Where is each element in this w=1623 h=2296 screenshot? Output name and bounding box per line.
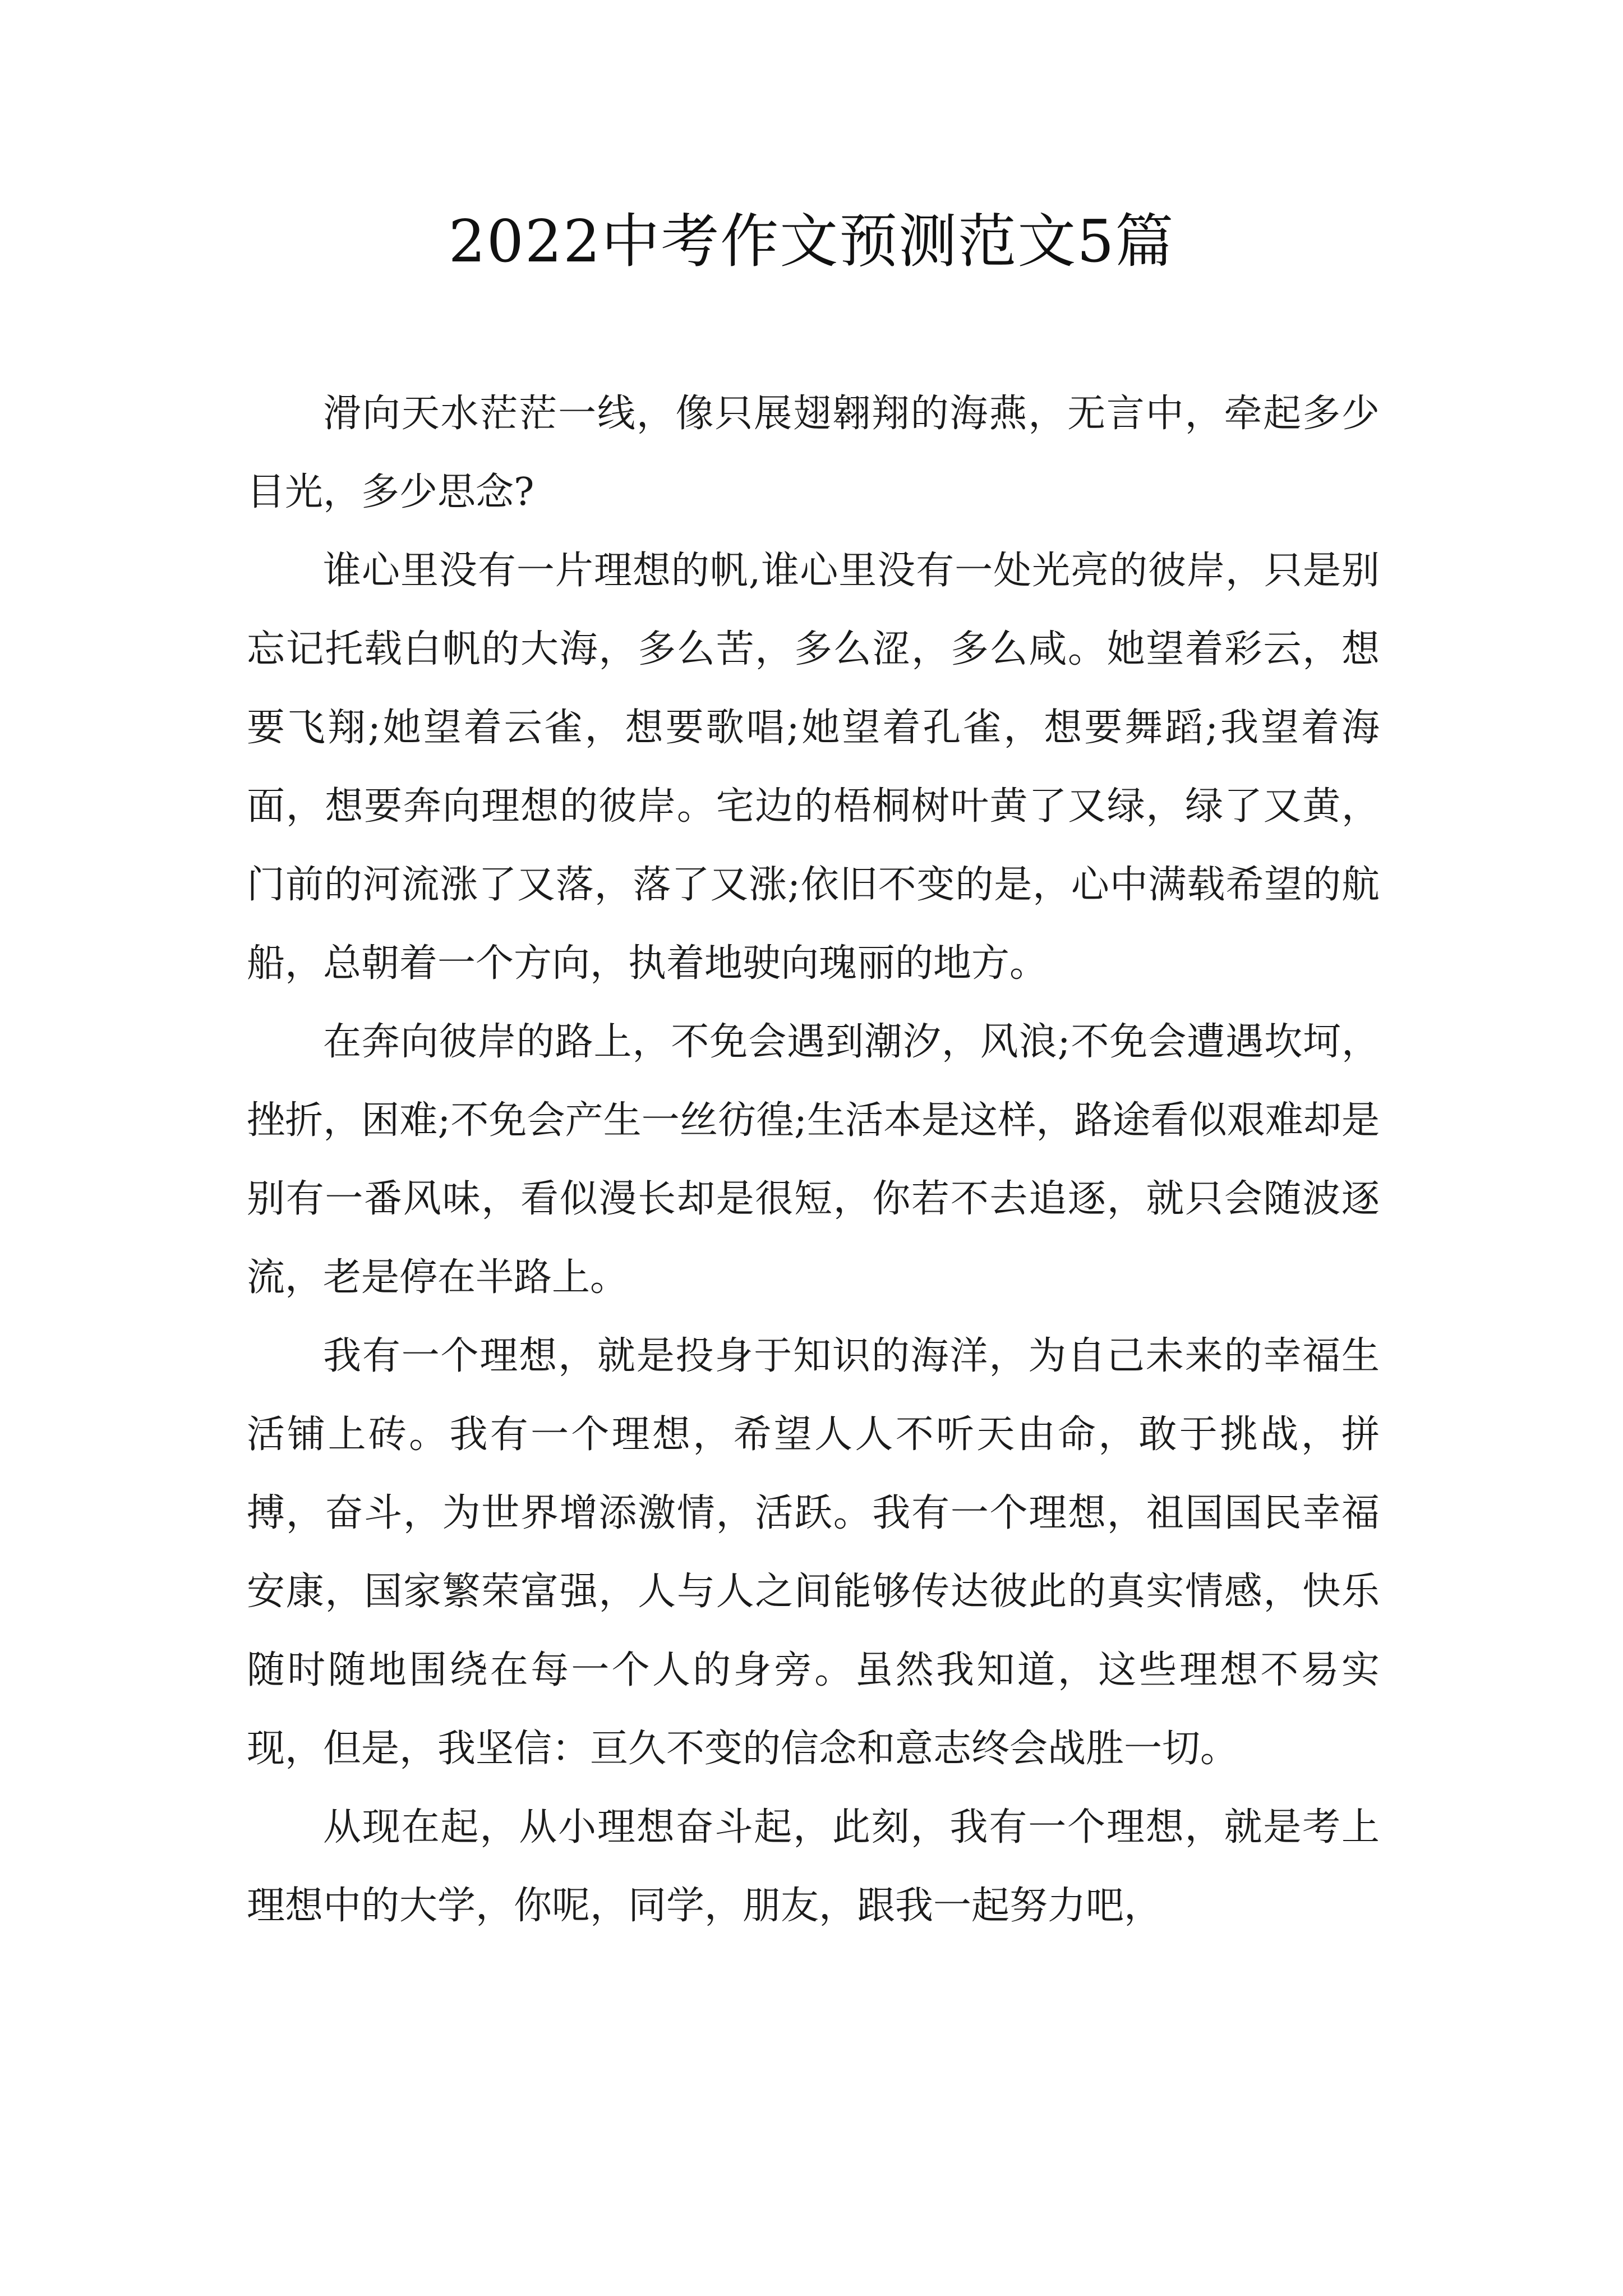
paragraph-2: 谁心里没有一片理想的帆,谁心里没有一处光亮的彼岸，只是别忘记托载白帆的大海，多么苦，多么涩，多么咸。她望着彩云，想要飞翔;她望着云雀，想要歌唱;她望着孔雀，想要舞蹈;我望着海面，想要奔向理想的彼岸。宅边的梧桐树叶黄了又绿，绿了又黄，门前的河流涨了又落，落了又涨;依旧不变的是，心中满载希望的航船，总朝着一个方向，执着地驶向瑰丽的地方。 [247, 549, 1380, 986]
paragraph-4: 我有一个理想，就是投身于知识的海洋，为自己未来的幸福生活铺上砖。我有一个理想，希望人人不听天由命，敢于挑战，拼搏，奋斗，为世界增添激情，活跃。我有一个理想，祖国国民幸福安康，国家繁荣富强，人与人之间能够传达彼此的真实情感，快乐随时随地围绕在每一个人的身旁。虽然我知道，这些理想不易实现，但是，我坚信：亘久不变的信念和意志终会战胜一切。 [247, 1334, 1380, 1771]
document-body [247, 375, 1380, 1945]
paragraph-3: 在奔向彼岸的路上，不免会遇到潮汐，风浪;不免会遭遇坎坷，挫折，困难;不免会产生一丝彷徨;生活本是这样，路途看似艰难却是别有一番风味，看似漫长却是很短，你若不去追逐，就只会随波逐流，老是停在半路上。 [247, 1020, 1380, 1300]
paragraph-5: 从现在起，从小理想奋斗起，此刻，我有一个理想，就是考上理想中的大学，你呢，同学，朋友，跟我一起努力吧， [247, 1805, 1380, 1928]
paragraph-1: 滑向天水茫茫一线，像只展翅翱翔的海燕，无言中，牵起多少目光，多少思念? [247, 392, 1380, 514]
document-title: 2022中考作文预测范文5篇 [448, 207, 1175, 275]
